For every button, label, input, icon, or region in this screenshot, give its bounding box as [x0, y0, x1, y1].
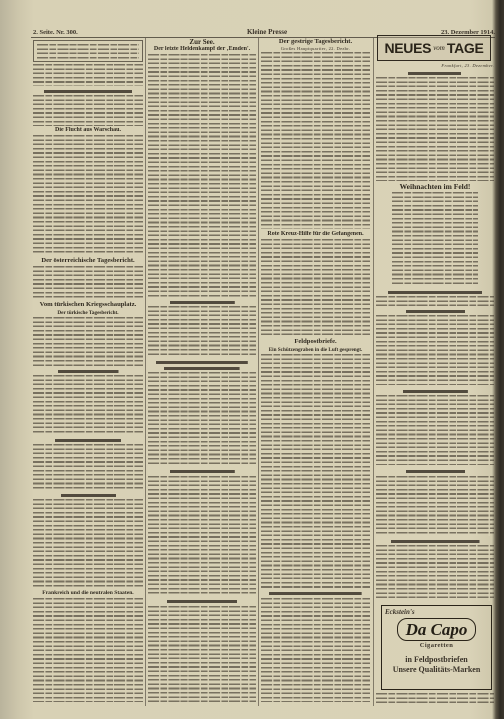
- masthead-logo: [377, 35, 491, 61]
- subheadline: Ein Schützengraben in die Luft gesprengt.: [268, 347, 363, 353]
- ad-tagline: Unsere Qualitäts-Marken: [392, 665, 481, 674]
- cigarette-advertisement: [381, 605, 492, 690]
- article-text: [376, 77, 494, 181]
- section-heading: Feldpostbriefe.: [294, 338, 337, 345]
- illegible-headline: [376, 70, 494, 76]
- article-text: [33, 64, 143, 86]
- article-text: [376, 395, 494, 465]
- column-rule: [145, 38, 146, 706]
- article-text: [261, 598, 370, 702]
- illegible-headline: [376, 289, 494, 295]
- illegible-headline: [376, 308, 494, 314]
- illegible-subheadline: [148, 365, 256, 371]
- article-text: [33, 95, 143, 126]
- illegible-subheadline: [33, 368, 143, 374]
- illegible-headline: [148, 299, 256, 305]
- headline: Der österreichische Tagesbericht.: [41, 257, 135, 264]
- illegible-subheadline: [376, 468, 494, 474]
- issue-date: 23. Dezember 1914.: [440, 29, 495, 36]
- headline: Weihnachten im Feld!: [399, 183, 471, 191]
- article-text: [376, 296, 494, 306]
- illegible-headline: [261, 590, 370, 596]
- headline: Rote Kreuz-Hilfe für die Gefangenen.: [267, 231, 364, 237]
- article-text: [148, 606, 256, 702]
- article-text: [33, 317, 143, 366]
- article-text: [261, 52, 370, 229]
- masthead-word: vom: [433, 44, 445, 52]
- headline: Die Flucht aus Warschau.: [55, 127, 121, 133]
- masthead-word: TAGE: [446, 40, 484, 56]
- article-text: [376, 315, 494, 385]
- illegible-headline: [148, 598, 256, 604]
- illegible-headline: [33, 88, 143, 94]
- masthead-dateline: Frankfurt, 23. Dezember.: [441, 63, 494, 68]
- newspaper-title: Kleine Presse: [246, 28, 288, 36]
- illegible-subheadline: [376, 388, 494, 394]
- illegible-subheadline: [33, 492, 143, 498]
- ad-brand: Da Capo: [397, 618, 477, 641]
- article-text: [33, 444, 143, 490]
- article-text: [261, 354, 370, 588]
- masthead-word: NEUES: [384, 40, 432, 56]
- illegible-subheadline: [376, 538, 494, 544]
- illegible-subheadline: [33, 437, 143, 443]
- page-number: 2. Seite. Nr. 300.: [33, 29, 78, 36]
- subheadline: Der türkische Tagesbericht.: [57, 310, 119, 316]
- article-text: [376, 545, 494, 601]
- article-text: [148, 54, 256, 297]
- article-text: [376, 693, 494, 703]
- headline: Vom türkischen Kriegsschauplatz.: [39, 301, 137, 308]
- article-text: [33, 135, 143, 255]
- article-text: [33, 266, 143, 300]
- ad-product: Cigaretten: [419, 642, 454, 649]
- illegible-headline: [148, 468, 256, 474]
- article-text: [148, 476, 256, 595]
- column-rule: [373, 38, 374, 706]
- article-text: [148, 372, 256, 466]
- article-text: [33, 598, 143, 702]
- ad-tagline: in Feldpostbriefen: [405, 655, 468, 664]
- notice-box: [33, 40, 143, 62]
- dateline: Großes Hauptquartier, 22. Dezbr.: [280, 46, 351, 51]
- notice-text: [37, 44, 139, 59]
- section-heading: Zur See.: [189, 38, 215, 46]
- article-text: [148, 306, 256, 357]
- column-rule: [258, 38, 259, 706]
- ad-maker: Eckstein's: [385, 608, 415, 616]
- article-text: [33, 375, 143, 435]
- headline: Der letzte Heldenkampf der ‚Emden'.: [153, 46, 251, 52]
- article-text: [376, 476, 494, 536]
- headline: Frankreich und die neutralen Staaten.: [42, 590, 134, 596]
- article-text: [261, 239, 370, 336]
- headline: Der gestrige Tagesbericht.: [278, 38, 353, 45]
- poem-text: [392, 192, 478, 286]
- article-text: [33, 499, 143, 588]
